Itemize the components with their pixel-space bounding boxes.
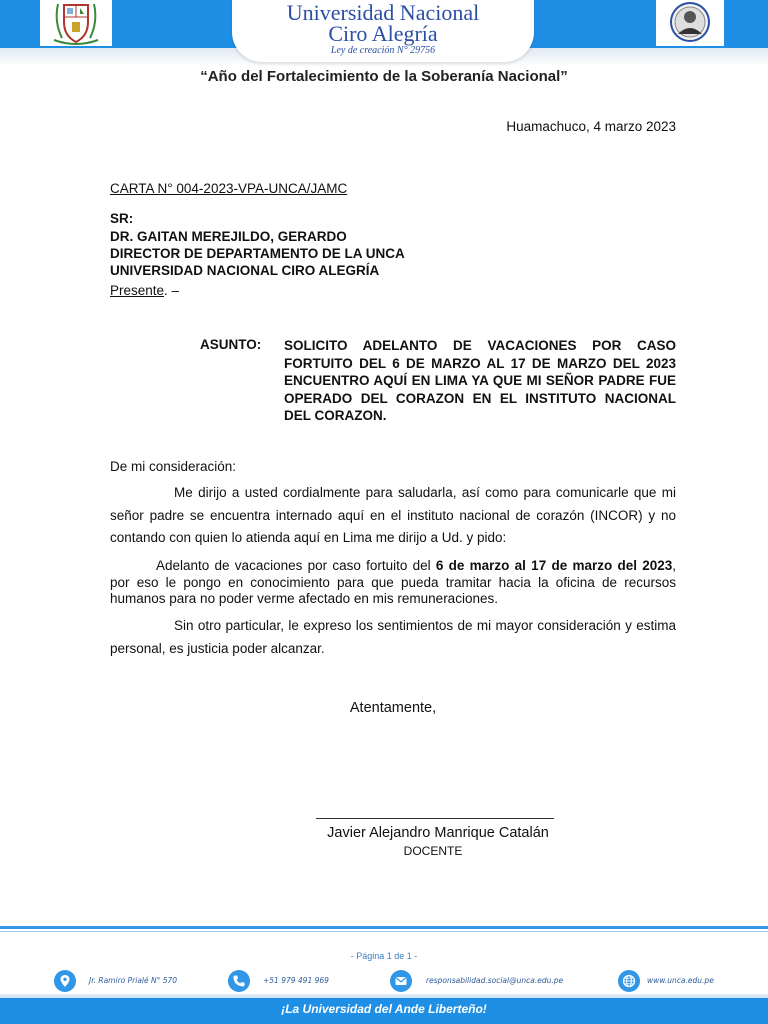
location-icon bbox=[54, 970, 76, 992]
university-banner bbox=[232, 0, 534, 62]
signer-role: DOCENTE bbox=[403, 844, 463, 858]
footer-email: responsabilidad.social@unca.edu.pe bbox=[426, 976, 564, 985]
signature-line bbox=[316, 818, 554, 819]
year-motto: “Año del Fortalecimiento de la Soberanía Nacional” bbox=[200, 68, 568, 85]
footer-rule bbox=[0, 926, 768, 929]
paragraph-2 bbox=[110, 558, 676, 608]
recipient-position: DIRECTOR DE DEPARTAMENTO DE LA UNCA bbox=[110, 246, 405, 261]
footer-slogan: ¡La Universidad del Ande Liberteño! bbox=[281, 1002, 487, 1016]
recipient-institution: UNIVERSIDAD NACIONAL CIRO ALEGRÍA bbox=[110, 263, 380, 278]
presente-word: Presente bbox=[110, 283, 165, 298]
creation-law: Ley de creación N° 29756 bbox=[330, 45, 436, 56]
presente-suffix: . – bbox=[164, 283, 180, 298]
paragraph-2-end: , por eso le pongo en conocimiento para que pueda tramitar hacia la oficina de recursos humanos para no poder verme afectado en mis remuneraciones. bbox=[110, 558, 677, 606]
signer-name: Javier Alejandro Manrique Catalán bbox=[327, 825, 549, 841]
footer-website: www.unca.edu.pe bbox=[647, 976, 714, 985]
presente-line bbox=[110, 283, 179, 299]
university-name-line1: Universidad Nacional bbox=[286, 0, 480, 25]
footer-address: Jr. Ramiro Prialé N° 570 bbox=[89, 976, 178, 985]
founder-portrait-logo bbox=[656, 0, 724, 46]
greeting: De mi consideración: bbox=[110, 459, 237, 474]
peru-coat-of-arms-logo bbox=[40, 0, 112, 46]
paragraph-3: Sin otro particular, le expreso los sentimientos de mi mayor consideración y estima personal, es justicia poder alcanzar. bbox=[110, 618, 676, 656]
phone-icon bbox=[228, 970, 250, 992]
recipient-name: DR. GAITAN MEREJILDO, GERARDO bbox=[110, 229, 347, 244]
paragraph-1: Me dirijo a usted cordialmente para saludarla, así como para comunicarle que mi señor padre se encuentra internado aquí en el instituto nacional de corazón (INCOR) y no contando con quien lo atienda aquí en Lima me dirijo a Ud. y pido: bbox=[110, 485, 676, 545]
page-indicator: - Página 1 de 1 - bbox=[350, 951, 418, 961]
recipient-salutation: SR: bbox=[110, 211, 134, 226]
letter-reference: CARTA N° 004-2023-VPA-UNCA/JAMC bbox=[110, 181, 348, 196]
subject-label: ASUNTO: bbox=[200, 337, 262, 352]
footer-rule-thin bbox=[0, 931, 768, 932]
paragraph-2-start: Adelanto de vacaciones por caso fortuito del bbox=[156, 558, 436, 573]
footer-phone: +51 979 491 969 bbox=[263, 976, 329, 985]
globe-icon bbox=[618, 970, 640, 992]
email-icon bbox=[390, 970, 412, 992]
subject-text: SOLICITO ADELANTO DE VACACIONES POR CASO FORTUITO DEL 6 DE MARZO AL 17 DE MARZO DEL 2023 ENCUENTRO AQUÍ EN LIMA YA QUE MI SEÑOR PADRE FUE OPERADO DEL CORAZON EN EL INSTITUTO NACIONAL DEL CORAZON. bbox=[284, 338, 676, 423]
place-date: Huamachuco, 4 marzo 2023 bbox=[506, 119, 676, 134]
university-name-line2: Ciro Alegría bbox=[328, 21, 438, 46]
paragraph-2-dates: 6 de marzo al 17 de marzo del 2023 bbox=[435, 558, 673, 573]
closing: Atentamente, bbox=[349, 700, 437, 716]
